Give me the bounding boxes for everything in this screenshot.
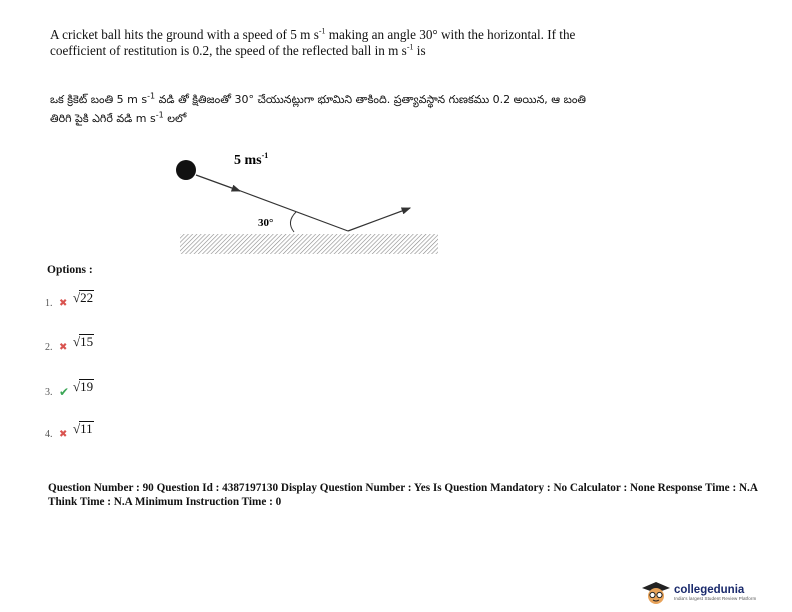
cross-icon: ✖ [59, 298, 68, 309]
option-number: 1. [45, 298, 53, 309]
ground [180, 234, 438, 254]
ball-icon [176, 160, 196, 180]
option-number: 2. [45, 342, 53, 353]
question-text-english: A cricket ball hits the ground with a speed of 5 m $s^{-1}$ making an angle 30° with the horizontal. If the coefficient of restitution is 0.2, the speed of the reflected ball in m $s^{-1}$ is [50, 26, 576, 58]
option-1 [45, 286, 94, 309]
logo-name: collegedunia [674, 584, 745, 596]
option-value: √ 22 [73, 289, 94, 305]
question-text-telugu: ఒక క్రికెట్ బంతి 5 m $s^{-1}$ వడి తో క్షితిజంతో 30° చేయునట్లుగా భూమిని తాకింది. ప్రత్యావస్థాన గుణకము 0.2 అయిన, ఆ బంతి తిరిగి పైకి ఎగిరే వడి m $s^{-1}$ లలో [50, 91, 586, 125]
incident-path [238, 190, 348, 231]
option-number: 3. [45, 387, 53, 398]
cross-icon: ✖ [59, 429, 68, 440]
incident-arrow [196, 175, 240, 191]
check-icon: ✔ [59, 385, 70, 399]
speed-label: 5 $ms^{-1}$ [234, 151, 269, 168]
option-value: √ 19 [73, 378, 94, 394]
logo-tagline: India's largest Student Review Platform [674, 596, 757, 601]
mascot-icon [638, 580, 674, 606]
angle-arc [290, 212, 296, 232]
cross-icon: ✖ [59, 342, 68, 353]
collegedunia-logo [638, 580, 756, 606]
option-2 [45, 330, 94, 353]
option-3 [45, 373, 94, 400]
options-title: Options : [47, 264, 93, 276]
cricket-ball-diagram [168, 148, 443, 263]
option-number: 4. [45, 429, 53, 440]
option-value: √ 15 [73, 333, 94, 349]
angle-label: 30° [258, 217, 274, 229]
question-metadata: Question Number : 90 Question Id : 4387197130 Display Question Number : Yes Is Question Mandatory : No Calculator : None Response Time : N.A Think Time : N.A Minimum Instruction Time : 0 [48, 482, 758, 508]
reflected-arrow [348, 208, 410, 231]
option-value: √ 11 [73, 420, 93, 436]
option-4 [45, 417, 94, 440]
